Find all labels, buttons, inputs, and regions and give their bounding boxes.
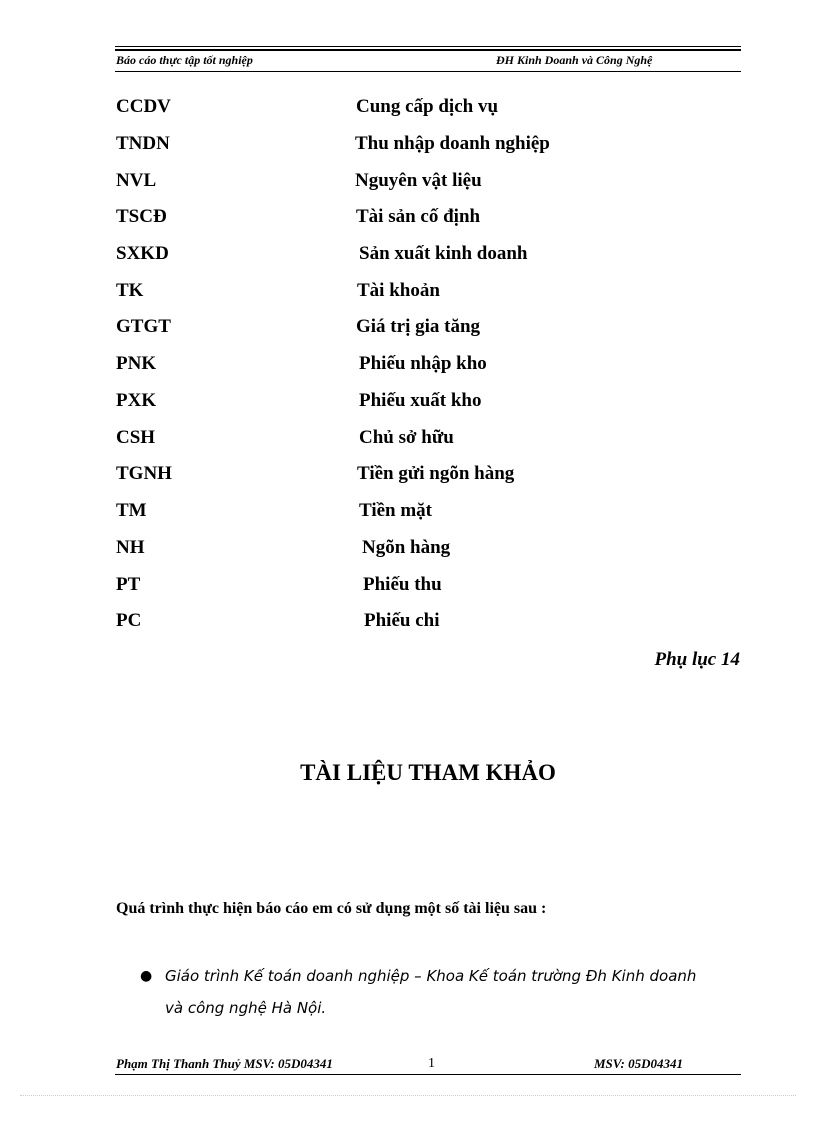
abbreviation-code: CCDV (116, 96, 171, 117)
abbreviation-row (0, 500, 816, 530)
abbreviation-meaning: Nguyên vật liệu (355, 170, 482, 191)
header-rule-bottom (115, 71, 741, 72)
page-bottom-edge (20, 1095, 796, 1096)
abbreviation-code: TNDN (116, 133, 170, 154)
header-left-text: Báo cáo thực tập tốt nghiệp (116, 53, 253, 67)
abbreviation-row (0, 390, 816, 420)
abbreviation-meaning: Giá trị gia tăng (356, 316, 481, 337)
abbreviation-code: SXKD (116, 243, 169, 264)
abbreviation-code: TGNH (116, 463, 172, 484)
abbreviation-meaning: Phiếu xuất kho (359, 390, 482, 411)
abbreviation-row (0, 353, 816, 383)
abbreviation-code: GTGT (116, 316, 171, 337)
reference-text-line: và công nghệ Hà Nội. (165, 999, 327, 1017)
footer-rule (115, 1074, 741, 1075)
abbreviation-code: NH (116, 537, 145, 558)
abbreviation-row (0, 243, 816, 273)
abbreviation-code: PC (116, 610, 142, 631)
footer-page-number: 1 (428, 1056, 435, 1071)
abbreviation-code: TK (116, 280, 144, 301)
abbreviation-meaning: Chủ sở hữu (359, 427, 454, 448)
abbreviation-meaning: Phiếu chi (364, 610, 440, 631)
abbreviation-meaning: Phiếu thu (363, 574, 442, 595)
header-rule (115, 46, 741, 47)
section-title: TÀI LIỆU THAM KHẢO (300, 760, 556, 785)
abbreviation-meaning: Sản xuất kinh doanh (359, 243, 528, 264)
header-rule-thick (115, 49, 741, 51)
abbreviation-row (0, 280, 816, 310)
abbreviation-code: TM (116, 500, 147, 521)
abbreviation-row (0, 133, 816, 163)
abbreviation-row (0, 463, 816, 493)
abbreviation-meaning: Ngõn hàng (362, 537, 451, 558)
abbreviation-meaning: Thu nhập doanh nghiệp (355, 133, 550, 154)
abbreviation-row (0, 610, 816, 640)
abbreviation-meaning: Cung cấp dịch vụ (356, 96, 499, 117)
abbreviation-code: PXK (116, 390, 157, 411)
abbreviation-meaning: Tài khoản (357, 280, 440, 301)
abbreviation-row (0, 574, 816, 604)
abbreviation-code: NVL (116, 170, 157, 191)
abbreviation-row (0, 96, 816, 126)
footer-student-id: MSV: 05D04341 (594, 1056, 683, 1071)
abbreviation-meaning: Tiền gửi ngõn hàng (357, 463, 515, 484)
abbreviation-row (0, 206, 816, 236)
abbreviation-row (0, 316, 816, 346)
abbreviation-code: PNK (116, 353, 157, 374)
footer-author: Phạm Thị Thanh Thuỷ MSV: 05D04341 (116, 1056, 333, 1071)
intro-paragraph: Quá trình thực hiện báo cáo em có sử dụng một số tài liệu sau : (116, 900, 547, 917)
abbreviation-meaning: Tài sản cố định (356, 206, 481, 227)
abbreviation-meaning: Tiền mặt (359, 500, 433, 521)
abbreviation-code: TSCĐ (116, 206, 167, 227)
abbreviation-code: CSH (116, 427, 156, 448)
appendix-label: Phụ lục 14 (654, 649, 740, 670)
reference-text-line: Giáo trình Kế toán doanh nghiệp – Khoa Kế toán trường Đh Kinh doanh (165, 967, 697, 985)
abbreviation-meaning: Phiếu nhập kho (359, 353, 487, 374)
abbreviation-code: PT (116, 574, 141, 595)
abbreviation-row (0, 537, 816, 567)
bullet-icon: ● (140, 968, 153, 984)
abbreviation-row (0, 170, 816, 200)
header-right-text: ĐH Kinh Doanh và Công Nghệ (496, 53, 653, 67)
abbreviation-row (0, 427, 816, 457)
